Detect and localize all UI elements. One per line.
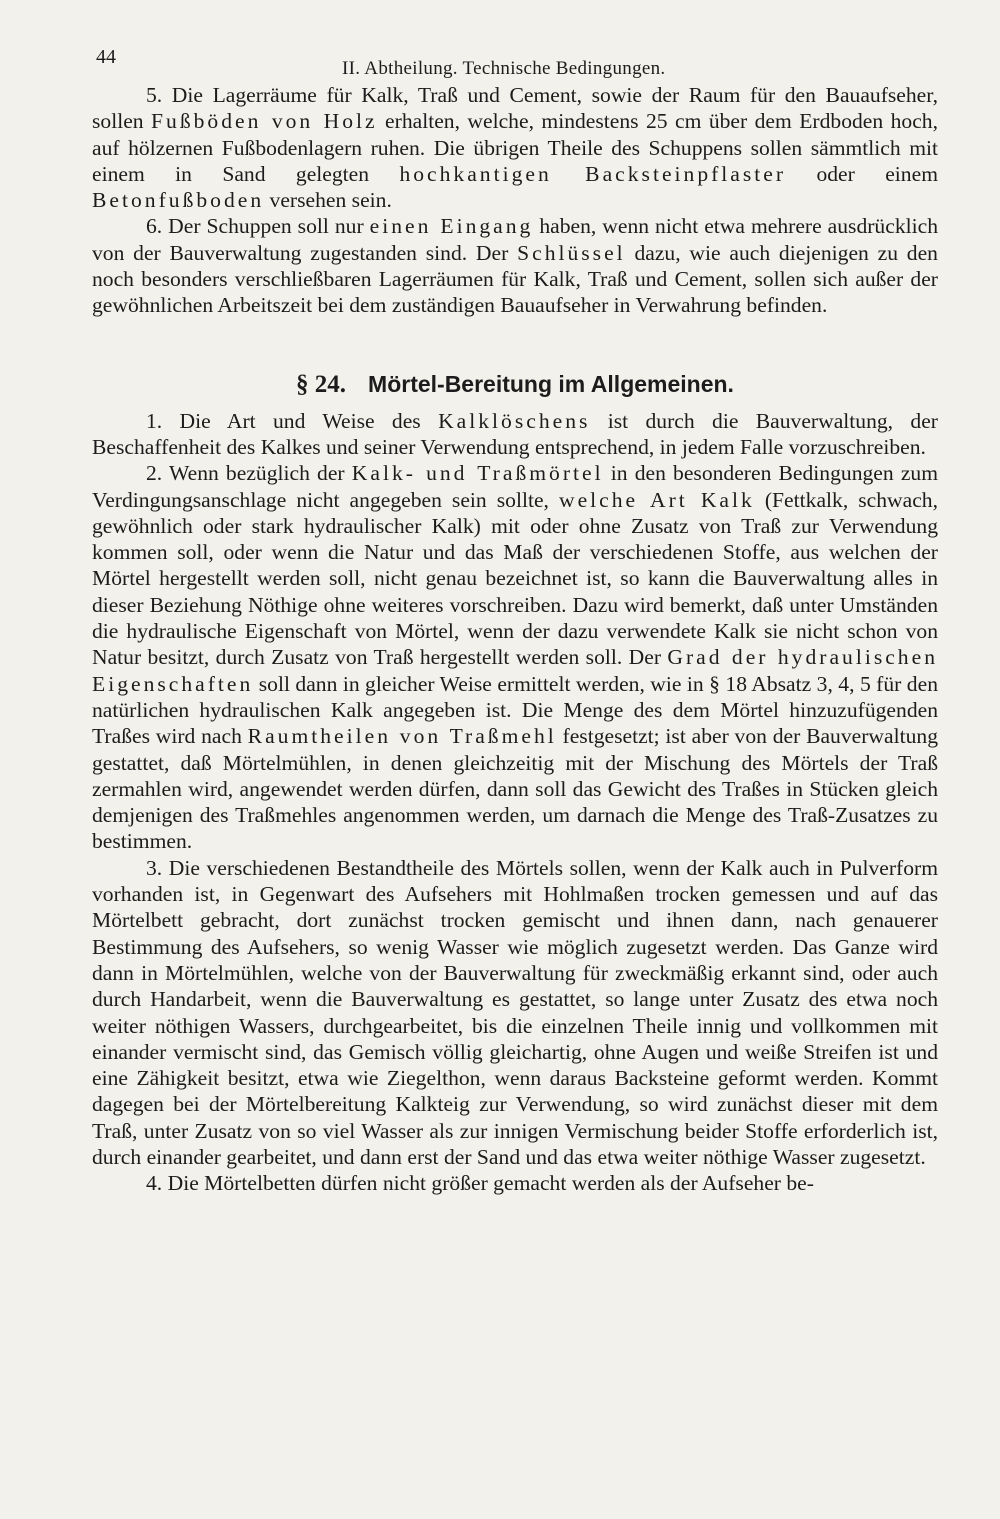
paragraph-text: (Fettkalk, schwach, gewöhnlich oder stark hydraulischer Kalk) mit oder ohne Zusatz von Traß zur Verwendung kommen soll, oder wenn die Natur und das Maß der verschiedenen Stoffe, aus welchen der Mörtel hergestellt werden soll, nicht genau bezeichnet ist, so kann die Bauverwaltung alles in dieser Beziehung Nöthige ohne weiteres vorschreiben. Dazu wird bemerkt, daß unter Umständen die hydraulische Eigenschaft von Mörtel, wenn der dazu verwendete Kalk sie nicht schon von Natur besitzt, durch Zusatz von Traß hergestellt werden soll. Der [92,487,939,670]
spaced-emphasis-text: Kalklöschens [438,408,591,433]
paragraph-2 [92,460,938,854]
spaced-emphasis-text: Schlüssel [517,240,626,265]
paragraph-4 [92,1170,938,1196]
spaced-emphasis-text: welche Art Kalk [559,487,755,512]
spaced-emphasis-text: Raumtheilen von Traßmehl [247,724,557,749]
running-head [92,42,938,82]
paragraph-text: versehen sein. [264,188,392,213]
spaced-emphasis-text: Grad der hydraulischen Eigenschaften [92,645,938,696]
paragraph-text: soll dann in gleicher Weise ermittelt werden, wie in § 18 Absatz 3, 4, 5 für den natürlichen hydraulischen Kalk angegeben ist. Die Menge des dem Mörtel hinzuzufügenden Traßes wird nach [92,671,938,749]
page-number: 44 [96,46,116,68]
paragraph-text: dazu, wie auch diejenigen zu den noch besonders verschließbaren Lagerräumen für Kalk, Traß und Cement, sollen sich außer der gewöhnlichen Arbeitszeit bei dem zuständigen Bauaufseher in Verwahrung befinden. [92,240,938,318]
paragraph-3 [92,855,938,1171]
paragraph-text: 5. Die Lagerräume für Kalk, Traß und Cement, sowie der Raum für den Bauaufseher, sollen [92,83,938,134]
spaced-emphasis-text: Betonfußboden [92,188,265,213]
spaced-emphasis-text: Kalk- und Traßmörtel [351,461,604,486]
paragraph-text: ist durch die Bauverwaltung, der Beschaffenheit des Kalkes und seiner Verwendung entsprechend, in jedem Falle vorzuschreiben. [92,408,938,459]
paragraph-text: haben, wenn nicht etwa mehrere ausdrücklich von der Bauverwaltung zugestanden sind. Der [92,214,938,265]
spaced-emphasis-text: Fußböden von Holz [151,109,378,134]
spaced-emphasis-text: hochkantigen Backsteinpflaster [399,161,787,186]
section-title: Mörtel-Bereitung im Allgemeinen. [368,370,734,397]
top-paragraphs [92,82,938,319]
paragraph-text: 4. Die Mörtelbetten dürfen nicht größer gemacht werden als der Aufseher be- [146,1171,814,1196]
section-heading [92,369,938,400]
paragraph-text: 3. Die verschiedenen Bestandtheile des Mörtels sollen, wenn der Kalk auch in Pulverform vorhanden ist, in Gegenwart des Aufsehers mit Hohlmaßen trocken gemessen und auf das Mörtelbett gebracht, dort zunächst trocken gemischt und ihnen dann, nach genauerer Bestimmung des Aufsehers, so wenig Wasser wie möglich zugesetzt werden. Das Ganze wird dann in Mörtelmühlen, welche von der Bauverwaltung für zweckmäßig erkannt sind, oder auch durch Handarbeit, wenn die Bauverwaltung es gestattet, so lange unter Zusatz des etwa noch weiter nöthigen Wassers, durchgearbeitet, bis die einzelnen Theile innig und vollkommen mit einander vermischt sind, das Gemisch völlig gleichartig, ohne Augen und weiße Streifen ist und eine Zähigkeit besitzt, etwa wie Ziegelthon, wenn daraus Backsteine geformt werden. Kommt dagegen bei der Mörtelbereitung Kalkteig zur Verwendung, so wird zunächst dieser mit dem Traß, unter Zusatz von so viel Wasser als zur innigen Vermischung beider Stoffe erforderlich ist, durch einander gearbeitet, und dann erst der Sand und das etwa weiter nöthige Wasser zugesetzt. [92,855,938,1169]
paragraph-text: 1. Die Art und Weise des [146,408,439,433]
running-head-title: II. Abtheilung. Technische Bedingungen. [342,58,666,79]
section-number: § 24. [296,370,347,398]
paragraph-text: 6. Der Schuppen soll nur [146,214,370,239]
paragraph-text: erhalten, welche, mindestens 25 cm über dem Erdboden hoch, auf hölzernen Fußbodenlagern ruhen. Die übrigen Theile des Schuppens sollen sämmtlich mit einem in Sand gelegten [92,109,938,186]
paragraph-text: oder einem [786,161,938,186]
section-paragraphs [92,408,938,1197]
paragraph-5 [92,82,938,213]
paragraph-text: festgesetzt; ist aber von der Bauverwaltung gestattet, daß Mörtelmühlen, in denen gleichzeitig mit der Mischung des Mörtels der Traß zermahlen wird, angewendet werden dürfen, dann soll das Gewicht des Traßes in Stücken gleich demjenigen des Traßmehles angenommen werden, um darnach die Menge des Traß-Zusatzes zu bestimmen. [92,724,938,854]
paragraph-text: 2. Wenn bezüglich der [146,461,352,486]
paragraph-text: in den besonderen Bedingungen zum Verdingungsanschlage nicht angegeben sein sollte, [92,461,938,512]
paragraph-1 [92,408,938,461]
paragraph-6 [92,213,938,318]
spaced-emphasis-text: einen Eingang [369,214,534,239]
